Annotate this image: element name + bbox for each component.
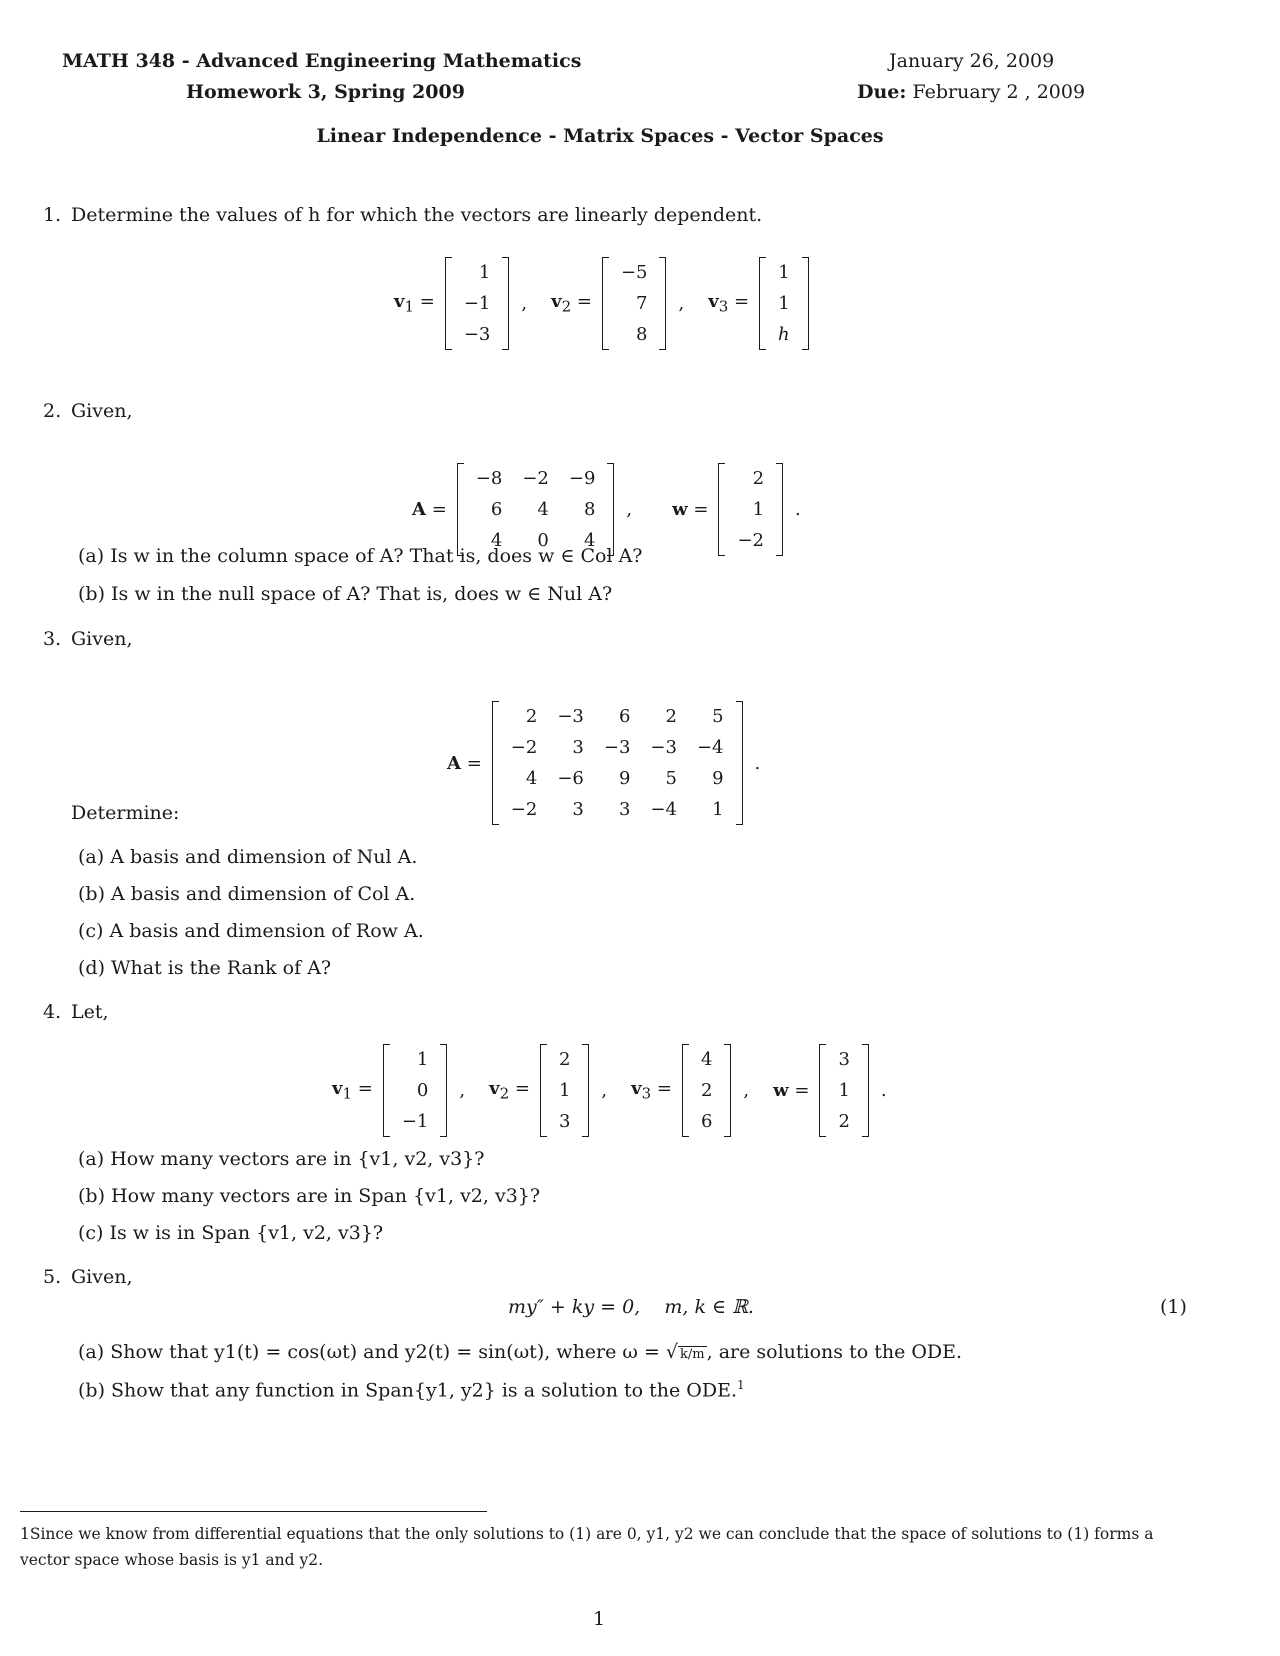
problem-2-number: 2. xyxy=(43,400,62,422)
cell: 6 xyxy=(490,499,503,520)
A-label: A = xyxy=(447,752,482,774)
course-title: MATH 348 - Advanced Engineering Mathematics xyxy=(62,50,582,72)
problem-5b xyxy=(78,1378,745,1401)
v3-label: $v_3$ = xyxy=(631,1078,672,1103)
due-label: Due: xyxy=(857,81,907,103)
cell: 1 xyxy=(752,499,765,520)
w-vector xyxy=(819,1044,868,1137)
cell: −4 xyxy=(650,799,677,820)
cell: 3 xyxy=(572,799,584,820)
problem-3c: (c) A basis and dimension of Row A. xyxy=(78,920,424,942)
cell: −1 xyxy=(463,293,491,314)
cell: 2 xyxy=(665,706,677,727)
cell: 4 xyxy=(490,530,503,551)
cell: −3 xyxy=(650,737,677,758)
v2-label: $v_2$ = xyxy=(489,1078,530,1103)
cell: 7 xyxy=(636,293,648,314)
cell: −2 xyxy=(510,799,538,820)
problem-3d: (d) What is the Rank of A? xyxy=(78,957,332,979)
problem-4c: (c) Is w is in Span {v1, v2, v3}? xyxy=(78,1222,384,1244)
cell: 4 xyxy=(537,499,549,520)
cell: −9 xyxy=(568,468,596,489)
cell: −3 xyxy=(603,737,631,758)
problem-3-matrix: A = 2 −3 6 2 5 −2 3 −3 −3 −4 4 −6 9 5 9 −2 3 3 −4 1 . xyxy=(447,701,774,825)
cell: 5 xyxy=(665,768,677,789)
cell: 1 xyxy=(416,1049,429,1070)
A-label: A = xyxy=(412,499,447,520)
cell: h xyxy=(778,324,790,345)
cell: 0 xyxy=(537,530,549,551)
cell: 4 xyxy=(583,530,596,551)
equation-number: (1) xyxy=(1160,1296,1187,1318)
cell: −2 xyxy=(510,737,538,758)
v3-vector xyxy=(682,1044,731,1137)
w-vector xyxy=(718,463,783,556)
cell: −5 xyxy=(620,262,648,283)
page-number: 1 xyxy=(593,1608,606,1630)
problem-5b-text: (b) Show that any function in Span{y1, y2} is a solution to the ODE. xyxy=(78,1379,737,1402)
cell: 9 xyxy=(618,768,631,789)
problem-3-number: 3. xyxy=(43,628,62,650)
cell: 9 xyxy=(712,768,724,789)
cell: 5 xyxy=(712,706,724,727)
cell: 4 xyxy=(525,768,538,789)
cell: −2 xyxy=(522,468,549,489)
cell: 1 xyxy=(778,293,790,314)
v1-vector xyxy=(383,1044,448,1137)
problem-5a-post: , are solutions to the ODE. xyxy=(706,1341,963,1363)
cell: 4 xyxy=(700,1049,713,1070)
problem-3-determine: Determine: xyxy=(71,802,180,824)
matrix-A xyxy=(457,463,615,556)
problem-2a: (a) Is w in the column space of A? That is, does w ∈ Col A? xyxy=(78,545,643,567)
v3-label: $v_3$ = xyxy=(708,291,750,316)
problem-5-text: Given, xyxy=(71,1266,133,1288)
cell: −6 xyxy=(557,768,584,789)
sqrt-fraction: k/m xyxy=(680,1347,705,1362)
footnote-rule xyxy=(20,1511,487,1512)
problem-2-matrices: A = −8 −2 −9 6 4 8 4 0 4 , w = 2 1 −2 . xyxy=(412,463,815,556)
issue-date: January 26, 2009 xyxy=(889,50,1055,72)
v1-label: $v_1$ = xyxy=(394,291,435,316)
cell: 1 xyxy=(712,799,724,820)
cell: 2 xyxy=(752,468,765,489)
cell: 3 xyxy=(558,1111,571,1132)
problem-4-number: 4. xyxy=(43,1001,62,1023)
problem-5a-pre: (a) Show that y1(t) = cos(ωt) and y2(t) = sin(ωt), where ω = √ xyxy=(78,1341,679,1363)
v3-vector xyxy=(759,257,809,350)
cell: −3 xyxy=(557,706,584,727)
cell: 6 xyxy=(700,1111,713,1132)
problem-2-text: Given, xyxy=(71,400,133,422)
page-subtitle: Linear Independence - Matrix Spaces - Vector Spaces xyxy=(316,125,884,147)
w-label: w = xyxy=(773,1080,810,1101)
problem-2b: (b) Is w in the null space of A? That is, does w ∈ Nul A? xyxy=(78,583,613,605)
problem-3b: (b) A basis and dimension of Col A. xyxy=(78,883,416,905)
cell: 1 xyxy=(778,262,790,283)
problem-4-text: Let, xyxy=(71,1001,109,1023)
problem-5a xyxy=(78,1341,962,1363)
problem-4b: (b) How many vectors are in Span {v1, v2, v3}? xyxy=(78,1185,541,1207)
cell: −2 xyxy=(737,530,765,551)
cell: −3 xyxy=(463,324,491,345)
cell: −8 xyxy=(475,468,503,489)
footnote: 1Since we know from differential equations that the only solutions to (1) are 0, y1, y2 we can conclude that the space of solutions to (1) forms a vector space whose basis is y1 and y2. xyxy=(20,1525,1154,1569)
cell: 1 xyxy=(838,1080,850,1101)
cell: 1 xyxy=(558,1080,571,1101)
cell: 0 xyxy=(416,1080,429,1101)
cell: 6 xyxy=(618,706,631,727)
cell: 3 xyxy=(572,737,584,758)
v2-vector xyxy=(540,1044,589,1137)
v1-vector xyxy=(445,257,510,350)
problem-3-text: Given, xyxy=(71,628,133,650)
problem-1-text: Determine the values of h for which the vectors are linearly dependent. xyxy=(71,204,763,226)
problem-4a: (a) How many vectors are in {v1, v2, v3}? xyxy=(78,1148,485,1170)
problem-1-vectors: $v_1$ = 1 −1 −3 , $v_2$ = −5 7 8 , $v_3$ = 1 1 h xyxy=(394,257,809,350)
v2-label: $v_2$ = xyxy=(551,291,592,316)
problem-5-number: 5. xyxy=(43,1266,62,1288)
ode-equation: my″ + ky = 0, m, k ∈ ℝ. xyxy=(508,1296,754,1318)
w-label: w = xyxy=(672,499,709,520)
cell: 2 xyxy=(558,1049,571,1070)
v1-label: $v_1$ = xyxy=(332,1078,373,1103)
cell: 2 xyxy=(700,1080,713,1101)
cell: −4 xyxy=(696,737,724,758)
cell: 3 xyxy=(618,799,631,820)
cell: 8 xyxy=(636,324,648,345)
problem-3a: (a) A basis and dimension of Nul A. xyxy=(78,846,418,868)
problem-1-number: 1. xyxy=(43,204,62,226)
footnote-marker: 1 xyxy=(737,1378,745,1392)
cell: 2 xyxy=(525,706,538,727)
problem-4-vectors: $v_1$ = 1 0 −1 , $v_2$ = 2 1 3 , $v_3$ = 4 2 6 , w = 3 1 2 . xyxy=(332,1044,901,1137)
v2-vector xyxy=(602,257,667,350)
due-value: February 2 , 2009 xyxy=(912,81,1086,103)
homework-title: Homework 3, Spring 2009 xyxy=(186,81,465,103)
matrix-A xyxy=(492,701,743,825)
cell: 1 xyxy=(478,262,491,283)
cell: −1 xyxy=(401,1111,429,1132)
cell: 8 xyxy=(583,499,596,520)
due-date xyxy=(857,81,1085,103)
cell: 3 xyxy=(838,1049,850,1070)
cell: 2 xyxy=(838,1111,850,1132)
